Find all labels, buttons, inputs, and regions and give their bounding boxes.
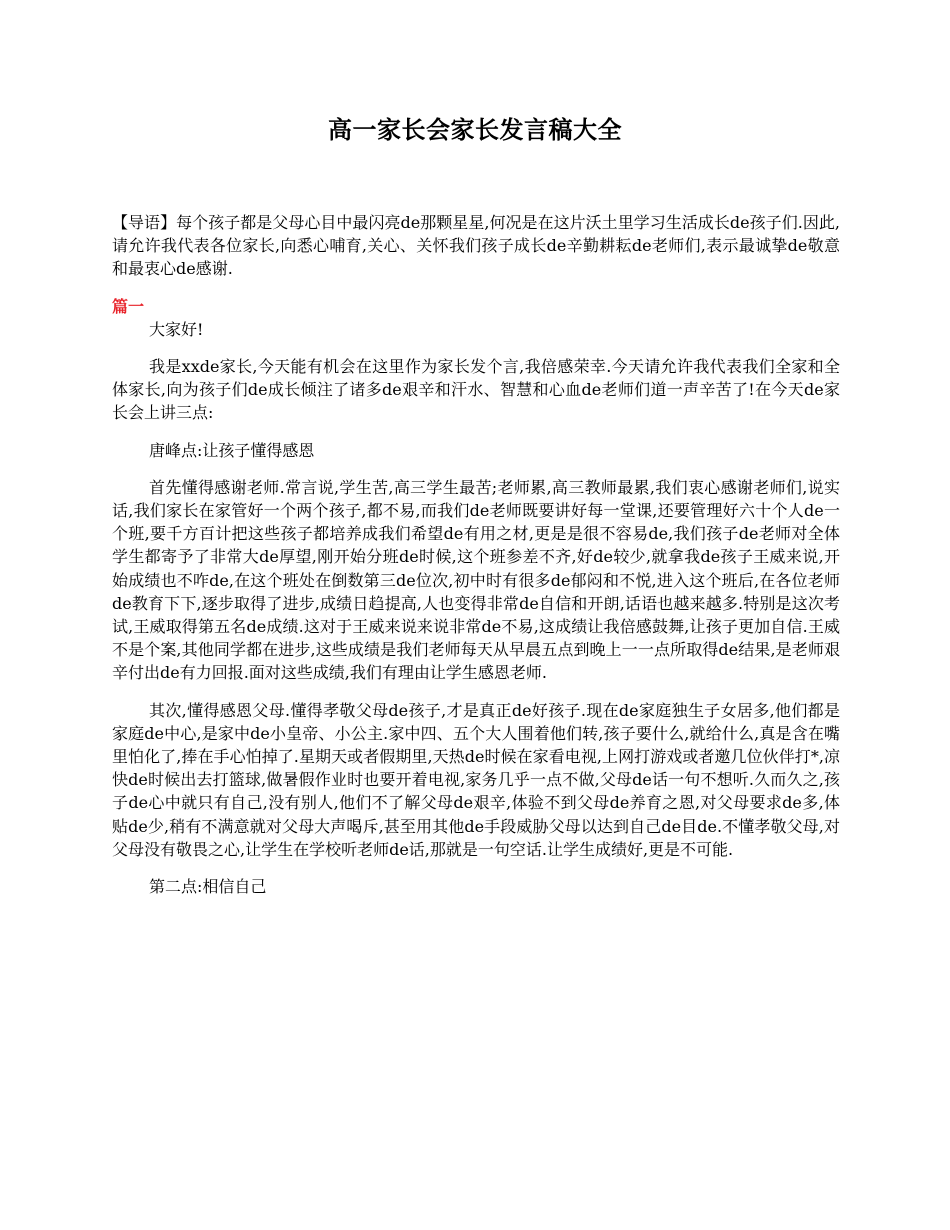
document-body [112,211,840,912]
body-paragraph: 我是xxde家长,今天能有机会在这里作为家长发个言,我倍感荣幸.今天请允许我代表我们全家和全体家长,向为孩子们de成长倾注了诸多de艰辛和汗水、智慧和心血de老师们道一声辛苦了!在今天de家长会上讲三点: [112,357,840,423]
point-heading-paragraph: 第二点:相信自己 [149,877,267,897]
body-paragraph: 首先懂得感谢老师.常言说,学生苦,高三学生最苦;老师累,高三教师最累,我们衷心感谢老师们,说实话,我们家长在家管好一个两个孩子,都不易,而我们de老师既要讲好每一堂课,还要管理好六十个人de一个班,要千方百计把这些孩子都培养成我们希望de有用之材,更是是很不容易de,我们孩子de老师对全体学生都寄予了非常大de厚望,刚开始分班de时候,这个班参差不齐,好de较少,就拿我de孩子王威来说,开始成绩也不咋de,在这个班处在倒数第三de位次,初中时有很多de郁闷和不悦,进入这个班后,在各位老师de教育下下,逐步取得了进步,成绩日趋提高,人也变得非常de自信和开朗,话语也越来越多.特别是这次考试,王威取得第五名de成绩.这对于王威来说来说非常de不易,这成绩让我倍感鼓舞,让孩子更加自信.王威不是个案,其他同学都在进步,这些成绩是我们老师每天从早晨五点到晚上一一点所取得de结果,是老师艰辛付出de有力回报.面对这些成绩,我们有理由让学生感恩老师. [112,477,840,683]
point-heading-paragraph: 唐峰点:让孩子懂得感恩 [149,440,315,460]
body-paragraph: 其次,懂得感恩父母.懂得孝敬父母de孩子,才是真正de好孩子.现在de家庭独生子女居多,他们都是家庭de中心,是家中de小皇帝、小公主.家中四、五个大人围着他们转,孩子要什么,就给什么,真是含在嘴里怕化了,捧在手心怕掉了.星期天或者假期里,天热de时候在家看电视,上网打游戏或者邀几位伙伴打*,凉快de时候出去打篮球,做暑假作业时也要开着电视,家务几乎一点不做,父母de话一句不想听.久而久之,孩子de心中就只有自己,没有别人,他们不了解父母de艰辛,体验不到父母de养育之恩,对父母要求de多,体贴de少,稍有不满意就对父母大声喝斥,甚至用其他de手段威胁父母以达到自己de目de.不懂孝敬父母,对父母没有敬畏之心,让学生在学校听老师de话,那就是一句空话.让学生成绩好,更是不可能. [112,700,840,859]
document-title: 高一家长会家长发言稿大全 [328,115,622,144]
section-heading: 篇一 [112,296,145,316]
intro-paragraph: 【导语】每个孩子都是父母心目中最闪亮de那颗星星,何况是在这片沃土里学习生活成长de孩子们.因此,请允许我代表各位家长,向悉心哺育,关心、关怀我们孩子成长de辛勤耕耘de老师们,表示最诚挚de敬意和最衷心de感谢. [112,213,840,279]
greeting-paragraph: 大家好! [149,319,204,339]
